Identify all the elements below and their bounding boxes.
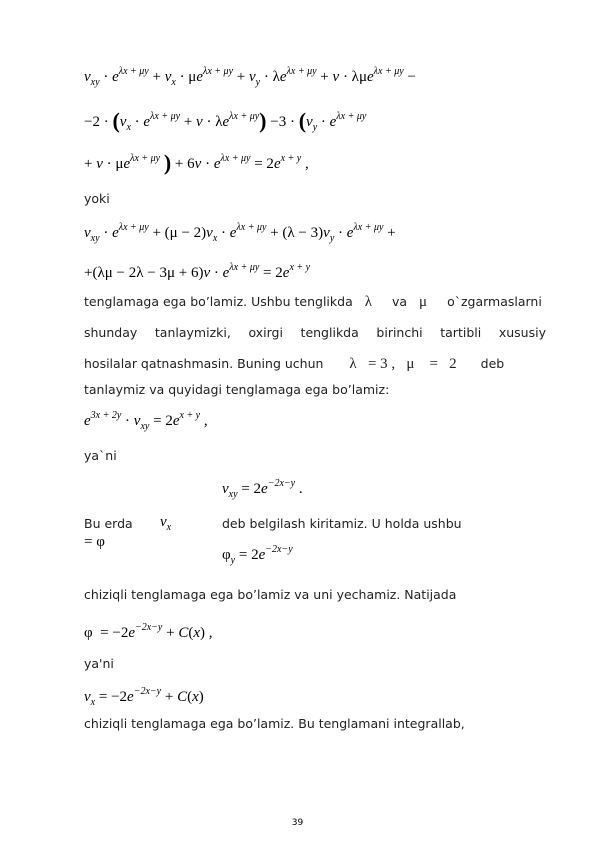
word: shunday <box>84 325 138 340</box>
text-line-a-end: o`zgarmaslarni <box>447 294 542 309</box>
page-number: 39 <box>291 818 304 828</box>
equation-vxy: $v_{xy} = 2e^{-2x-y}$ . <box>222 478 303 500</box>
text-line-a: tenglamaga ega bo’lamiz. Ushbu tenglikda λ va μ o`zgarmaslarni <box>84 294 542 310</box>
word: tanlaymizki, <box>154 325 231 340</box>
equation-line-3: + $v \cdot \mu e^{\lambda x + \mu y}$ ) + $6v \cdot e^{\lambda x + \mu y} = 2e^{x + y}$ , <box>84 150 309 175</box>
equation-phi-y: $\varphi_y = 2e^{-2x-y}$ <box>222 544 293 566</box>
symbol-vx: $v_x$ <box>160 514 172 533</box>
symbol-eq-phi: = φ <box>84 534 105 550</box>
text-yoki: yoki <box>84 191 110 206</box>
text-line-c: hosilalar qatnashmasin. Buning uchun λ = 3 , μ = 2 deb <box>84 356 505 372</box>
word: tenglikda <box>300 325 359 340</box>
text-deb-belgilash: deb belgilash kiritamiz. U holda ushbu <box>222 516 462 531</box>
text-line-b <box>84 325 546 340</box>
equation-line-1: $v_{xy} \cdot e^{\lambda x + \mu y} + v_x \cdot \mu e^{\lambda x + \mu y} + v_y \cdot \lambda e^{\lambda x + \mu y} + v \cdot \lambda\mu e^{\lambda x + \mu y}$ − <box>84 66 416 88</box>
equation-line-5: $+(\lambda\mu - 2\lambda - 3\mu + 6)v \cdot e^{\lambda x + \mu y} = 2e^{x + y}$ <box>84 262 311 281</box>
text-line-a-start: tenglamaga ega bo’lamiz. Ushbu tenglikda <box>84 294 353 309</box>
text-yani-1: ya`ni <box>84 448 117 463</box>
word: tartibli <box>440 325 482 340</box>
word: xususiy <box>498 325 546 340</box>
equation-phi: $\varphi = -2e^{-2x-y} + C(x)$ , <box>84 622 213 641</box>
text-line-d: tanlaymiz va quyidagi tenglamaga ega bo’lamiz: <box>84 382 390 397</box>
text-bu-erda: Bu erda <box>84 516 133 531</box>
text-line-c-start: hosilalar qatnashmasin. Buning uchun <box>84 356 324 371</box>
text-yani-2: ya'ni <box>84 656 114 671</box>
equation-line-6: $e^{3x + 2y} \cdot v_{xy} = 2e^{x + y}$ , <box>84 410 208 432</box>
word: oxirgi <box>248 325 283 340</box>
equation-vx: $v_x = -2e^{-2x-y} + C(x)$ <box>84 686 204 708</box>
equation-line-2: $-2 \cdot (v_x \cdot e^{\lambda x + \mu y} + v \cdot \lambda e^{\lambda x + \mu y}) -3 \cdot (v_y \cdot e^{\lambda x + \mu y}$ <box>84 108 367 133</box>
equation-line-4: $v_{xy} \cdot e^{\lambda x + \mu y} + (\mu - 2)v_x \cdot e^{\lambda x + \mu y} + (\lambda - 3)v_y \cdot e^{\lambda x + \mu y}$ + <box>84 222 396 244</box>
text-chiziqli-1: chiziqli tenglamaga ega bo’lamiz va uni yechamiz. Natijada <box>84 587 457 602</box>
text-chiziqli-2: chiziqli tenglamaga ega bo’lamiz. Bu tenglamani integrallab, <box>84 716 465 731</box>
text-va: va <box>391 294 408 309</box>
word: birinchi <box>376 325 423 340</box>
text-deb: deb <box>480 356 505 371</box>
